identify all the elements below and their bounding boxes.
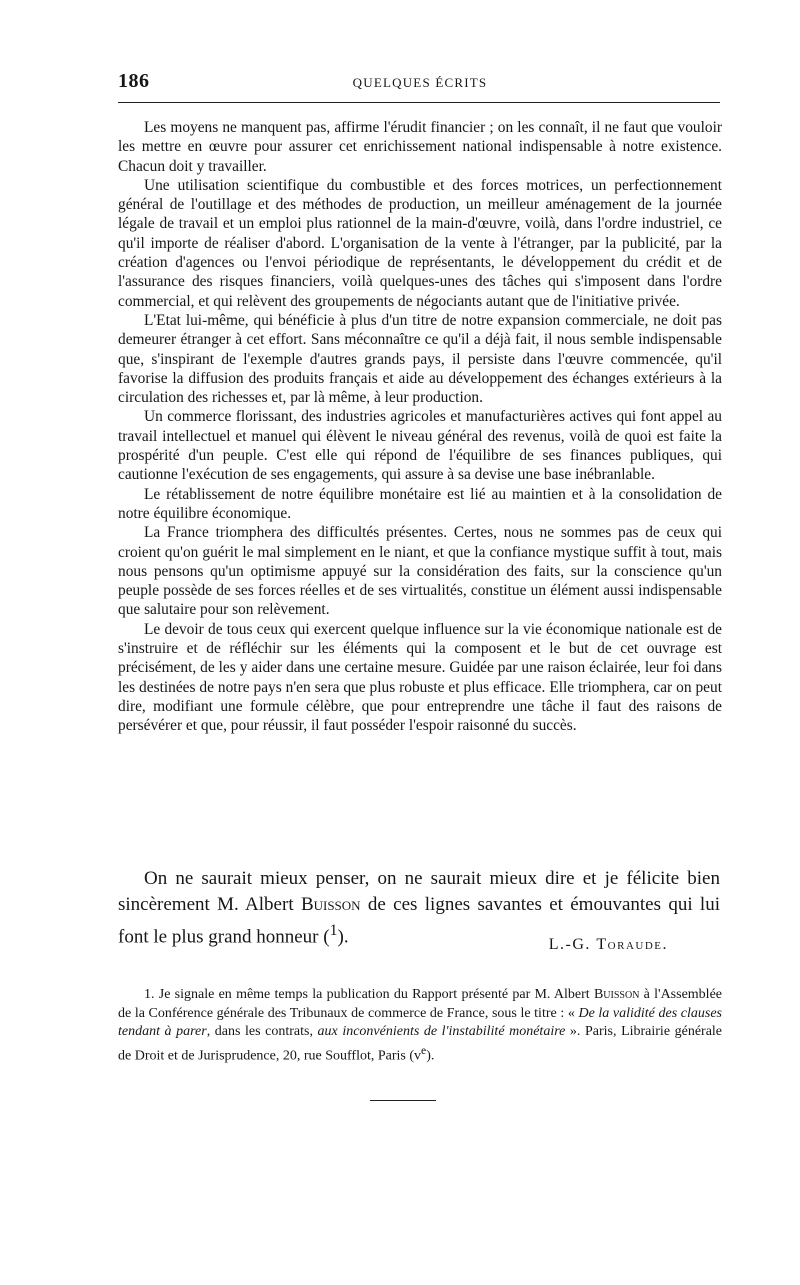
signature bbox=[549, 936, 668, 954]
footnote-text-part: Je signale en même temps la publication du Rapport présenté par M. Albert bbox=[154, 987, 594, 1002]
report-title-continued: aux inconvénients de l'instabilité monétaire bbox=[317, 1024, 566, 1039]
closing-text-middle: de ces lignes savantes et émouvantes qui lui font le plus grand honneur ( bbox=[118, 894, 720, 948]
footnote-reference[interactable]: 1 bbox=[329, 922, 338, 939]
quote-paragraph: L'Etat lui-même, qui bénéficie à plus d'un titre de notre expansion commerciale, ne doit pas demeurer étranger à cet effort. Sans méconnaître ce qu'il a déjà fait, il nous semble indispensable que, s'inspirant de l'exemple d'autres grands pays, il persiste dans l'œuvre commencée, qu'il favorise la diffusion des produits français et aide au développement des échanges extérieurs à la circulation des richesses et, par là même, à leur production. bbox=[118, 311, 722, 407]
footnote-text-part: ». Paris, Librairie générale de Droit et de Jurisprudence, 20, rue Soufflot, Paris (v bbox=[118, 1024, 723, 1064]
signature-surname: Toraude. bbox=[596, 936, 668, 953]
footnote-text-part: , dans les contrats, bbox=[206, 1024, 318, 1039]
quoted-passage bbox=[118, 118, 722, 736]
report-title: De la validité des clauses tendant à parer bbox=[118, 1005, 722, 1039]
closing-text-end: ). bbox=[337, 926, 349, 948]
running-title: QUELQUES ÉCRITS bbox=[352, 75, 488, 90]
closing-text-start: On ne saurait mieux penser, on ne saurait mieux dire et je félicite bien sincèrement M. Albert bbox=[118, 868, 720, 915]
footnote-author-name: Buisson bbox=[593, 987, 640, 1002]
bottom-rule bbox=[370, 1100, 436, 1101]
arrondissement-superscript: e bbox=[421, 1043, 427, 1057]
header-rule bbox=[118, 102, 720, 103]
quote-paragraph: Le rétablissement de notre équilibre monétaire est lié au maintien et à la consolidation de notre équilibre économique. bbox=[118, 485, 722, 522]
footnote-number: 1. bbox=[144, 987, 155, 1002]
quote-paragraph: Un commerce florissant, des industries agricoles et manufacturières actives qui font appel au travail intellectuel et manuel qui élèvent le niveau général des revenus, voilà de quoi est faite la prospérité d'un peuple. C'est elle qui répond de l'équilibre de ses finances publiques, qui cautionne l'exécution de ses engagements, qui assure à sa devise une base inébranlable. bbox=[118, 408, 722, 484]
footnote-text bbox=[118, 986, 722, 1066]
quote-paragraph: La France triomphera des difficultés présentes. Certes, nous ne sommes pas de ceux qui croient qu'on guérit le mal simplement en le niant, et que la confiance mystique suffit à tout, mais nous pensons qu'un optimisme appuyé sur la considération des faits, sur la conscience qu'un peuple possède de ses forces réelles et de ses virtualités, constitue un élément aussi indispensable que salutaire pour son relèvement. bbox=[118, 524, 722, 619]
quote-paragraph: Une utilisation scientifique du combustible et des forces motrices, un perfectionnement général de l'outillage et des méthodes de production, un meilleur aménagement de la journée légale de travail et un emploi plus rationnel de la main-d'œuvre, voilà, dans l'ordre industriel, ce qu'il importe de réaliser d'abord. L'organisation de la vente à l'étranger, par la publicité, par la création d'agences ou l'envoi périodique de représentants, le développement du crédit et de l'assurance des risques financiers, voilà quelques-unes des tâches qui s'imposent dans l'ordre commercial, et qui relèvent des groupements de négociants autant que de l'initiative privée. bbox=[118, 176, 722, 310]
page-number: 186 bbox=[118, 70, 150, 92]
footnote-text-part: à l'Assemblée de la Conférence générale des Tribunaux de commerce de France, sous le titre : « bbox=[118, 987, 722, 1021]
signature-initials: L.-G. bbox=[548, 936, 597, 953]
quote-paragraph: Le devoir de tous ceux qui exercent quelque influence sur la vie économique nationale est de s'instruire et de réfléchir sur les éléments qui la composent et le but de cet ouvrage est précisément, de les y aider dans une certaine mesure. Guidée par une raison éclairée, leur foi dans les destinées de notre pays n'en sera que plus robuste et plus efficace. Elle triomphera, car on peut dire, modifiant une formule célèbre, que pour entreprendre une tâche il faut des raisons de persévérer et que, pour réussir, il faut posséder l'espoir raisonné du succès. bbox=[118, 620, 722, 735]
footnote-text-part: ). bbox=[426, 1048, 435, 1064]
author-name: Buisson bbox=[300, 894, 361, 915]
quote-paragraph: Les moyens ne manquent pas, affirme l'érudit financier ; on les connaît, il ne faut que vouloir les mettre en œuvre pour assurer cet enrichissement national indispensable à notre existence. Chacun doit y travailler. bbox=[118, 119, 722, 175]
footnote bbox=[118, 986, 722, 1066]
page-header bbox=[118, 70, 722, 96]
